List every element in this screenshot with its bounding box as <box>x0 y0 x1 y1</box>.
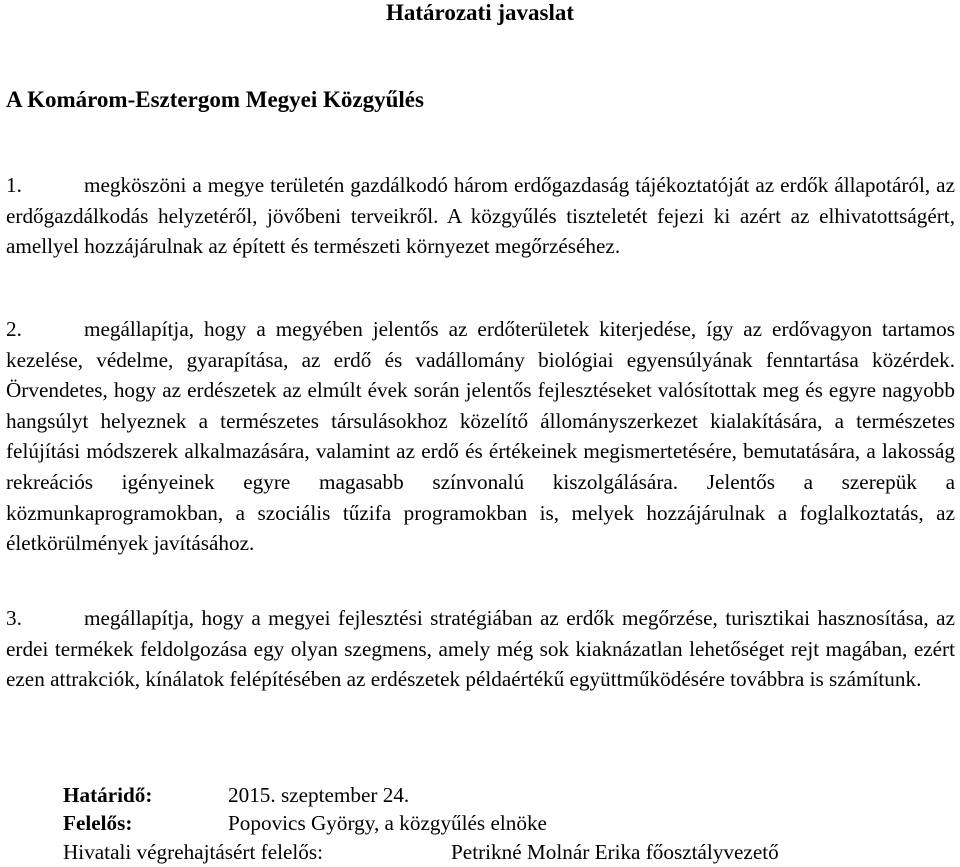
item-text: megköszöni a megye területén gazdálkodó három erdőgazdaság tájékoztatóját az erdők állapotáról, az erdőgazdálkodás helyzetéről, jövőbeni terveikről. A közgyűlés tiszteletét fejezi ki azért az elhivatottságért, amellyel hozzájárulnak az épített és természeti környezet megőrzéséhez. <box>6 173 955 259</box>
responsible-label: Felelős: <box>63 811 133 835</box>
item-number: 1. <box>6 173 22 197</box>
responsible-value: Popovics György, a közgyűlés elnöke <box>228 811 547 835</box>
item-number: 3. <box>6 606 22 630</box>
resolution-item-1 <box>6 170 955 262</box>
document-title: Határozati javaslat <box>385 0 574 25</box>
item-text: megállapítja, hogy a megyében jelentős az erdőterületek kiterjedése, így az erdővagyon tartamos kezelése, védelme, gyarapítása, az erdő és vadállomány biológiai egyensúlyának fenntartása közérdek. Örvendetes, hogy az erdészetek az elmúlt évek során jelentős fejlesztéseket valósítottak meg és egyre nagyobb hangsúlyt helyeznek a természetes társulásokhoz közelítő állományszerkezet kialakítására, a természetes felújítási módszerek alkalmazására, valamint az erdő és értékeinek megismertetésére, bemutatására, a lakosság rekreációs igényeinek egyre magasabb színvonalú kiszolgálására. Jelentős a szerepük a közmunkaprogramokban, a szociális tűzifa programokban is, melyek hozzájárulnak a foglalkoztatás, az életkörülmények javításához. <box>6 317 955 556</box>
official-responsible-value: Petrikné Molnár Erika főosztályvezető <box>451 840 779 864</box>
item-text: megállapítja, hogy a megyei fejlesztési stratégiában az erdők megőrzése, turisztikai hasznosítása, az erdei termékek feldolgozása egy olyan szegmens, amely még sok kiaknázatlan lehetőséget rejt magában, ezért ezen attrakciók, kínálatok felépítésében az erdészetek példaértékű együttműködésére továbbra is számítunk. <box>6 606 955 692</box>
deadline-label: Határidő: <box>63 783 153 807</box>
addressee-heading: A Komárom-Esztergom Megyei Közgyűlés <box>6 87 424 112</box>
resolution-item-3 <box>6 603 955 695</box>
resolution-item-2 <box>6 314 955 559</box>
deadline-value: 2015. szeptember 24. <box>228 783 410 807</box>
item-number: 2. <box>6 317 22 341</box>
official-responsible-label: Hivatali végrehajtásért felelős: <box>63 840 324 864</box>
